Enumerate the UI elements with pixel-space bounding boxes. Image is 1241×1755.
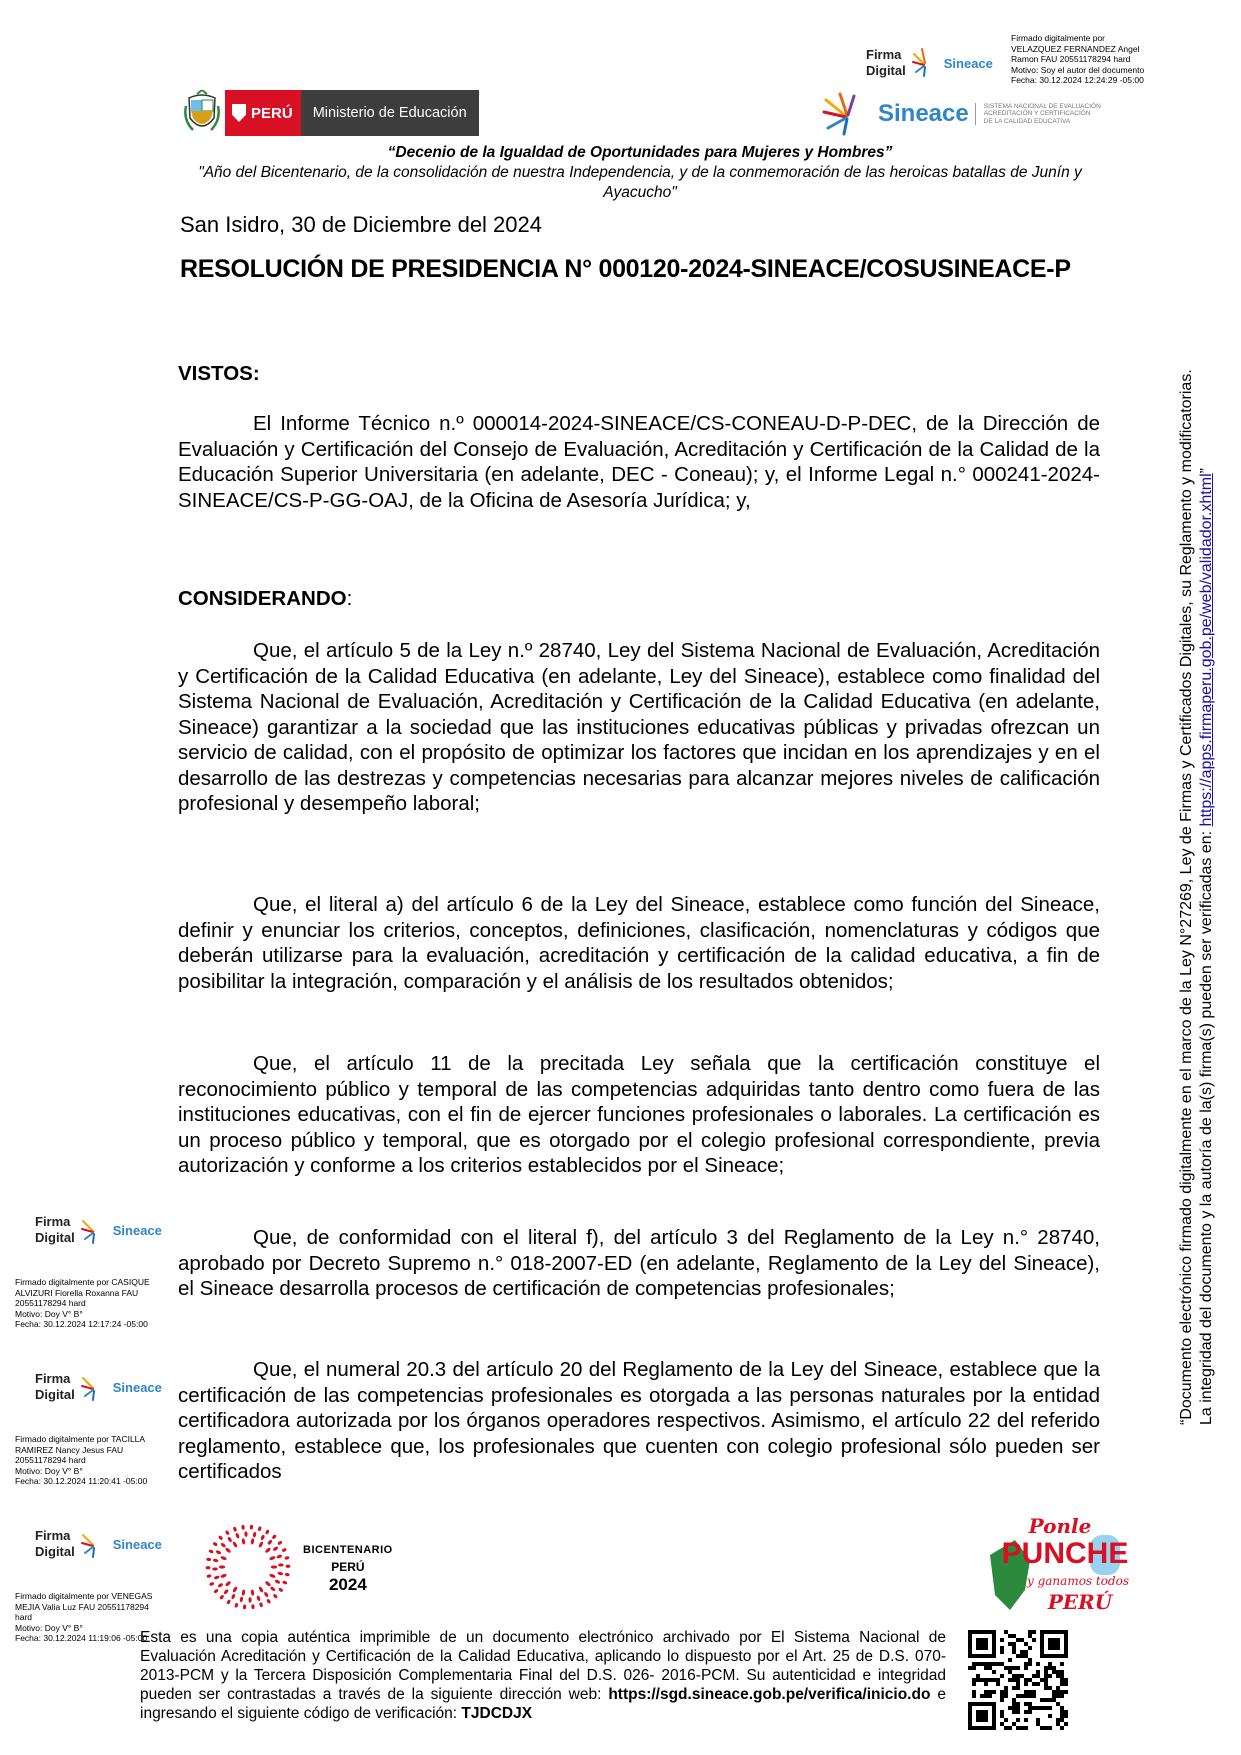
sineace-label: Sineace [112,1379,162,1395]
sineace-burst-icon [910,46,940,80]
verification-code: TJDCDJX [461,1705,533,1722]
left-signature-1 [15,1277,150,1330]
sineace-burst-icon [79,1527,109,1561]
sineace-label: Sineace [112,1536,162,1552]
signature-line: hard [15,1612,33,1622]
sineace-burst-icon [79,1370,109,1404]
sineace-logo-icon [820,90,872,138]
ministry-label: Ministerio de Educación [301,90,479,136]
firma-label: Firma [866,47,902,62]
paragraph-3 [178,1051,1100,1179]
considerando-colon: : [346,587,353,610]
top-signature-text [1011,33,1144,86]
signature-line: Motivo: Doy V° B° [15,1465,83,1476]
footer-text: Esta es una copia auténtica imprimible de un documento electrónico archivado por El Sistema Nacional de Evaluación Acreditación y Certificación de la Calidad Educativa, aplicando lo dispuesto por el Art. 25 de D.S. 070-2013-PCM y la Tercera Disposición Complementaria Final del D.S. 026- 2016-PCM. Su autenticidad e integridad pueden ser contrastadas a través de la siguiente dirección web: [140,1629,946,1703]
paragraph-2 [178,892,1100,994]
signature-line: Fecha: 30.12.2024 12:24:29 -05:00 [1011,75,1144,85]
year-line: "Año del Bicentenario, de la consolidación de nuestra Independencia, y de la conmemoración de las heroicas batallas de Junín y Ayacucho" [198,164,1082,201]
firma-digital-logo-1 [35,1213,162,1247]
vistos-body [178,411,1100,513]
decenio-line: “Decenio de la Igualdad de Oportunidades para Mujeres y Hombres” [387,144,893,161]
side-note-suffix: ” [1198,468,1215,474]
sineace-logo [820,90,1101,138]
punche-main: PUNCHE [1001,1537,1129,1570]
subtitle-line: DE LA CALIDAD EDUCATIVA [983,117,1071,125]
resolution-title: RESOLUCIÓN DE PRESIDENCIA N° 000120-2024-SINEACE/COSUSINEACE-P [180,255,1071,283]
punche-tagline: y ganamos todos [1027,1574,1129,1588]
verification-url[interactable]: https://sgd.sineace.gob.pe/verifica/inicio.do [608,1686,931,1703]
paragraph-1 [178,638,1100,817]
signature-line: RAMIREZ Nancy Jesus FAU [15,1444,124,1455]
sineace-label: Sineace [112,1222,162,1238]
signature-line: Fecha: 30.12.2024 11:19:06 -05:00 [15,1633,148,1643]
punche-graphic-icon [970,1515,1140,1620]
ministry-logo [183,90,479,136]
bicentenario-year: 2024 [328,1574,367,1594]
considerando-paragraph: Que, el artículo 11 de la precitada Ley señala que la certificación constituye el reconocimiento público y temporal de las competencias adquiridas tanto dentro como fuera de las instituciones educativas, con el fin de ejercer funciones profesionales o laborales. La certificación es un proceso público y temporal, que es otorgado por el colegio profesional correspondiente, previa autorización y conforme a los criterios establecidos por el Sineace; [178,1052,1100,1177]
signature-line: Motivo: Soy el autor del documento [1011,64,1145,75]
vistos-paragraph: El Informe Técnico n.º 000014-2024-SINEACE/CS-CONEAU-D-P-DEC, de la Dirección de Evaluación y Certificación del Consejo de Evaluación, Acreditación y Certificación de la Calidad de la Educación Superior Universitaria (en adelante, DEC - Coneau); y, el Informe Legal n.° 000241-2024-SINEACE/CS-P-GG-OAJ, de la Oficina de Asesoría Jurídica; y, [178,412,1100,512]
subtitle-line: ACREDITACIÓN Y CERTIFICACIÓN [983,110,1091,118]
signature-line: 20551178294 hard [15,1455,86,1465]
considerando-label: CONSIDERANDO [178,587,347,610]
qr-code [968,1630,1068,1730]
firma-label: Firma [35,1371,71,1386]
firma-label: Firma [35,1214,71,1229]
bicentenario-sun-icon [203,1522,293,1612]
peru-coat-of-arms-icon [183,90,221,136]
paragraph-4 [178,1225,1100,1302]
firma-digital-logo-3 [35,1527,162,1561]
signature-line: MEJIA Valia Luz FAU 20551178294 [15,1601,149,1612]
digital-signature-side-note [1177,369,1217,1425]
bicentenario-logo [203,1522,393,1612]
firma-digital-logo-2 [35,1370,162,1404]
side-note-line1: “Documento electrónico firmado digitalmente en el marco de la Ley N°27269, Ley de Firmas y Certificados Digitales, su Reglamento y modificatorias. [1178,369,1195,1425]
digital-label: Digital [35,1387,75,1402]
considerando-paragraph: Que, de conformidad con el literal f), del artículo 3 del Reglamento de la Ley n.° 28740, aprobado por Decreto Supremo n.° 018-2007-ED (en adelante, Reglamento de la Ley del Sineace), el Sineace desarrolla procesos de certificación de competencias profesionales; [178,1226,1100,1300]
signature-line: ALVIZURI Fiorella Roxanna FAU [15,1287,139,1298]
sineace-burst-icon [79,1213,109,1247]
footer-text-2: e ingresando el siguiente código de verificación: [140,1686,946,1722]
signature-line: 20551178294 hard [15,1298,86,1308]
signature-line: Fecha: 30.12.2024 11:20:41 -05:00 [15,1476,148,1486]
bicentenario-line1: BICENTENARIO [303,1543,393,1556]
signature-line: Motivo: Doy V° B° [15,1622,83,1633]
considerando-paragraph: Que, el literal a) del artículo 6 de la Ley del Sineace, establece como función del Sineace, definir y enunciar los criterios, conceptos, definiciones, clasificación, nomenclaturas y códigos que deberán utilizarse para la evaluación, acreditación y certificación de la calidad educativa, a fin de posibilitar la integración, comparación y el análisis de los resultados obtenidos; [178,893,1100,993]
sineace-label: Sineace [943,55,993,71]
peru-label: PERÚ [225,90,301,136]
signature-line: Firmado digitalmente por VENEGAS [15,1591,153,1601]
left-signature-2 [15,1434,147,1487]
place-date: San Isidro, 30 de Diciembre del 2024 [180,212,542,237]
paragraph-5 [178,1357,1100,1487]
side-note-prefix: La integridad del documento y la autoría de la(s) firma(s) pueden ser verificadas en: [1198,826,1215,1425]
official-year-headers [180,143,1100,203]
validator-link[interactable]: https://apps.firmaperu.gob.pe/web/validador.xhtml [1198,473,1215,827]
firma-label: Firma [35,1528,71,1543]
signature-line: Firmado digitalmente por [1011,33,1106,43]
side-note-line2 [1197,369,1217,1425]
considerando-heading [178,587,352,611]
vistos-heading: VISTOS: [178,362,260,385]
signature-line: Ramon FAU 20551178294 hard [1011,54,1131,64]
signature-line: Motivo: Doy V° B° [15,1308,83,1319]
footer-authenticity-note [140,1628,946,1723]
signature-line: VELAZQUEZ FERNANDEZ Angel [1011,43,1140,54]
signature-line: Firmado digitalmente por TACILLA [15,1434,146,1444]
digital-label: Digital [35,1230,75,1245]
signature-line: Fecha: 30.12.2024 12:17:24 -05:00 [15,1319,148,1329]
subtitle-line: SISTEMA NACIONAL DE EVALUACIÓN [983,102,1101,110]
considerando-paragraph: Que, el numeral 20.3 del artículo 20 del Reglamento de la Ley del Sineace, establece que la certificación de las competencias profesionales es otorgada a las personas naturales por la entidad certificadora autorizada por los órganos operadores respectivos. Asimismo, el artículo 22 del referido reglamento, establece que, los profesionales que cuenten con colegio profesional sólo pueden ser certificados [178,1358,1100,1483]
sineace-brand: Sineace [878,100,969,127]
left-signature-3 [15,1591,152,1644]
ponle-punche-logo [970,1515,1140,1625]
signature-line: Firmado digitalmente por CASIQUE [15,1277,150,1287]
firma-digital-logo-top [866,46,993,80]
punche-peru: PERÚ [1047,1590,1113,1614]
digital-label: Digital [35,1544,75,1559]
considerando-paragraph: Que, el artículo 5 de la Ley n.º 28740, Ley del Sistema Nacional de Evaluación, Acreditación y Certificación de la Calidad Educativa (en adelante, Ley del Sineace), establece como finalidad del Sistema Nacional de Evaluación, Acreditación y Certificación de la Calidad Educativa (en adelante, Sineace) garantizar a la sociedad que las instituciones educativas públicas y privadas ofrezcan un servicio de calidad, con el propósito de optimizar los factores que incidan en los aprendizajes y en el desarrollo de las destrezas y competencias necesarias para alcanzar mejores niveles de calificación profesional y desempeño laboral; [178,639,1100,815]
sineace-subtitle [975,103,1101,126]
bicentenario-line2: PERÚ [331,1559,365,1574]
punche-ponle: Ponle [1028,1515,1092,1538]
digital-label: Digital [866,63,906,78]
